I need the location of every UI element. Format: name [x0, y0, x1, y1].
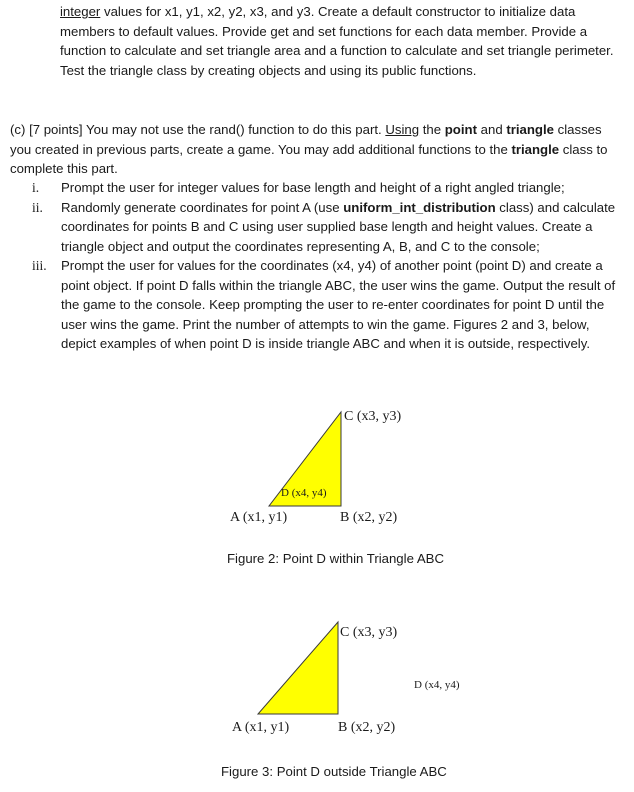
intro-underlined-word: integer: [60, 4, 101, 19]
part-c-text5: class to complete this part.: [10, 141, 608, 176]
part-c-points: [7 points]: [29, 122, 83, 137]
list-item-text: Prompt the user for values for the coordinates (x4, y4) of another point (point D) and create a point object. If point D falls within the triangle ABC, the user wins the game. Output the result of the game to the console. Keep prompting the user to re-enter coordinates for point D until the user wins the game. Print the number of attempts to win the game. Figures 2 and 3, below, depict examples of when point D is inside triangle ABC and when it is outside, respectively.: [61, 258, 616, 351]
bold-point: point: [444, 122, 477, 137]
intro-text: values for x1, y1, x2, y2, x3, and y3. Create a default constructor to initialize data members to default values. Provide get and set functions for each data member. Provide a function to calculate and set triangle area and a function to calculate and set triangle perimeter. Test the triangle class by creating objects and using its public functions.: [60, 4, 614, 78]
list-number: ii.: [32, 199, 43, 215]
figure-3-caption: Figure 3: Point D outside Triangle ABC: [221, 764, 447, 779]
list-number: iii.: [32, 258, 47, 273]
part-c-text2: the: [419, 122, 445, 137]
label-c-fig2: C (x3, y3): [344, 409, 402, 424]
label-a-fig3: A (x1, y1): [232, 720, 290, 735]
label-d-fig3: D (x4, y4): [414, 679, 460, 691]
list-item-text: Prompt the user for integer values for base length and height of a right angled triangle;: [61, 180, 565, 195]
triangle-abc-figure-3: [258, 622, 338, 714]
list-item-text-cont: class) and calculate coordinates for points B and C using user supplied base length and height values. Create a triangle object and output the coordinates representing A, B, and C to the console;: [61, 199, 616, 254]
part-c-underlined: Using: [385, 122, 420, 137]
label-a-fig2: A (x1, y1): [230, 510, 288, 525]
part-c-label: (c): [10, 122, 26, 137]
label-d-fig2: D (x4, y4): [281, 487, 327, 499]
list-item-text: Randomly generate coordinates for point A (use: [61, 199, 344, 215]
bold-triangle: triangle: [506, 122, 554, 137]
label-c-fig3: C (x3, y3): [340, 625, 398, 640]
list-number: i.: [32, 180, 40, 195]
part-c-text3: and: [476, 122, 507, 137]
bold-triangle-2: triangle: [511, 141, 560, 157]
figure-2-caption: Figure 2: Point D within Triangle ABC: [227, 551, 444, 566]
part-c-text1: You may not use the rand() function to do this part.: [82, 122, 386, 137]
bold-uniform-int-distribution: uniform_int_distribution: [343, 199, 496, 215]
label-b-fig3: B (x2, y2): [338, 720, 396, 735]
part-c-text4: classes you created in previous parts, create a game. You may add additional functions to the: [10, 122, 602, 157]
label-b-fig2: B (x2, y2): [340, 510, 398, 525]
